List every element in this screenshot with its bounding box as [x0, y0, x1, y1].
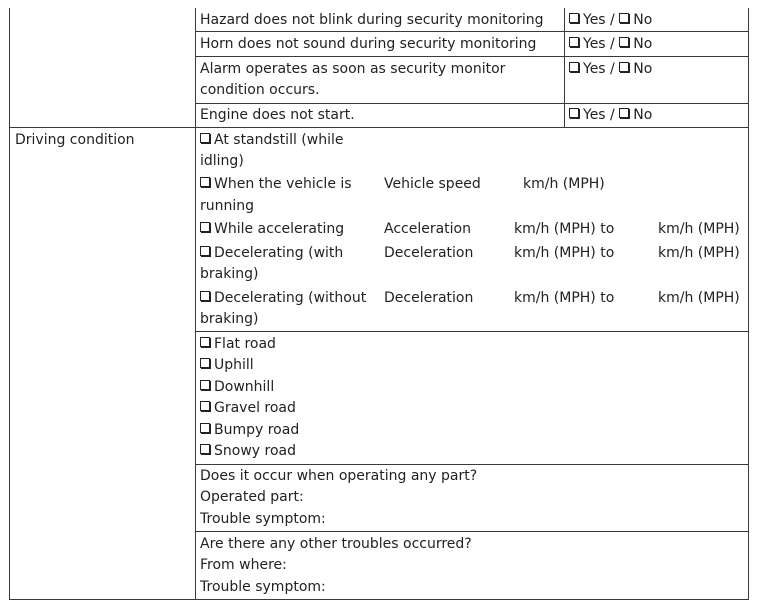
row-divider: [195, 103, 749, 104]
decel-braking-checkbox[interactable]: [200, 246, 210, 256]
road-checkbox[interactable]: [200, 358, 210, 368]
hazard-row-text: Hazard does not blink during security monitoring: [200, 12, 544, 28]
road-option: [200, 356, 254, 374]
from-where-field[interactable]: From where:: [200, 557, 287, 573]
yes-no-group: [569, 11, 652, 29]
alarm-row-text-line1: Alarm operates as soon as security monitor: [200, 61, 506, 77]
yes-no-group: [569, 60, 652, 78]
road-label: Snowy road: [214, 443, 296, 459]
decel-braking-option-line2: braking): [200, 266, 259, 282]
standstill-option: [200, 131, 343, 149]
row-divider: [195, 56, 749, 57]
no-label: No: [633, 36, 653, 52]
accelerating-label: While accelerating: [214, 221, 345, 237]
yes-label: Yes /: [583, 36, 615, 52]
no-label: No: [633, 12, 653, 28]
yes-no-group: [569, 106, 652, 124]
yes-label: Yes /: [583, 107, 615, 123]
running-checkbox[interactable]: [200, 177, 210, 187]
road-option: [200, 399, 296, 417]
operated-part-field[interactable]: Operated part:: [200, 489, 304, 505]
road-option: [200, 442, 296, 460]
standstill-label: At standstill (while: [214, 132, 344, 148]
decel-braking-label: Decelerating (with: [214, 245, 344, 261]
no-checkbox[interactable]: [619, 62, 629, 72]
row-divider: [195, 531, 749, 532]
running-option: [200, 175, 352, 193]
deceleration-from-unit: km/h (MPH) to: [514, 245, 615, 261]
no-checkbox[interactable]: [619, 13, 629, 23]
decel-nobrake-option: [200, 289, 366, 307]
yes-checkbox[interactable]: [569, 37, 579, 47]
road-label: Gravel road: [214, 400, 296, 416]
deceleration-to-unit: km/h (MPH): [658, 245, 740, 261]
deceleration-from-unit: km/h (MPH) to: [514, 290, 615, 306]
no-label: No: [633, 107, 653, 123]
decel-nobrake-label: Decelerating (without: [214, 290, 367, 306]
other-troubles-question: Are there any other troubles occurred?: [200, 536, 472, 552]
road-label: Downhill: [214, 379, 275, 395]
decel-braking-option: [200, 244, 343, 262]
deceleration-label: Deceleration: [384, 245, 474, 261]
vehicle-speed-unit: km/h (MPH): [523, 176, 605, 192]
road-checkbox[interactable]: [200, 337, 210, 347]
yes-label: Yes /: [583, 61, 615, 77]
outer-left-border: [9, 8, 10, 600]
other-symptom-field[interactable]: Trouble symptom:: [200, 579, 326, 595]
road-option: [200, 335, 276, 353]
no-checkbox[interactable]: [619, 37, 629, 47]
yes-checkbox[interactable]: [569, 62, 579, 72]
driving-condition-label: Driving condition: [15, 132, 135, 148]
accelerating-option: [200, 220, 344, 238]
standstill-option-line2: idling): [200, 153, 244, 169]
engine-row-text: Engine does not start.: [200, 107, 355, 123]
row-divider: [195, 331, 749, 332]
acceleration-to-unit: km/h (MPH): [658, 221, 740, 237]
operation-symptom-field[interactable]: Trouble symptom:: [200, 511, 326, 527]
road-option: [200, 378, 274, 396]
yes-checkbox[interactable]: [569, 108, 579, 118]
column-divider-yesno: [564, 8, 565, 128]
bottom-border: [9, 599, 749, 600]
road-checkbox[interactable]: [200, 444, 210, 454]
row-divider: [195, 31, 749, 32]
acceleration-label: Acceleration: [384, 221, 471, 237]
outer-right-border: [748, 8, 749, 600]
alarm-row-text-line2: condition occurs.: [200, 82, 320, 98]
no-checkbox[interactable]: [619, 108, 629, 118]
no-label: No: [633, 61, 653, 77]
decel-nobrake-option-line2: braking): [200, 311, 259, 327]
horn-row-text: Horn does not sound during security monitoring: [200, 36, 537, 52]
decel-nobrake-checkbox[interactable]: [200, 291, 210, 301]
deceleration-label: Deceleration: [384, 290, 474, 306]
standstill-checkbox[interactable]: [200, 133, 210, 143]
road-label: Uphill: [214, 357, 254, 373]
running-label: When the vehicle is: [214, 176, 352, 192]
road-checkbox[interactable]: [200, 423, 210, 433]
section-divider: [9, 127, 749, 128]
accelerating-checkbox[interactable]: [200, 222, 210, 232]
road-label: Flat road: [214, 336, 276, 352]
yes-label: Yes /: [583, 12, 615, 28]
yes-checkbox[interactable]: [569, 13, 579, 23]
acceleration-from-unit: km/h (MPH) to: [514, 221, 615, 237]
road-checkbox[interactable]: [200, 401, 210, 411]
road-option: [200, 421, 299, 439]
operation-question: Does it occur when operating any part?: [200, 468, 478, 484]
yes-no-group: [569, 35, 652, 53]
running-option-line2: running: [200, 198, 255, 214]
row-divider: [195, 464, 749, 465]
column-divider-label: [195, 8, 196, 600]
road-label: Bumpy road: [214, 422, 300, 438]
road-checkbox[interactable]: [200, 380, 210, 390]
vehicle-speed-label: Vehicle speed: [384, 176, 481, 192]
deceleration-to-unit: km/h (MPH): [658, 290, 740, 306]
